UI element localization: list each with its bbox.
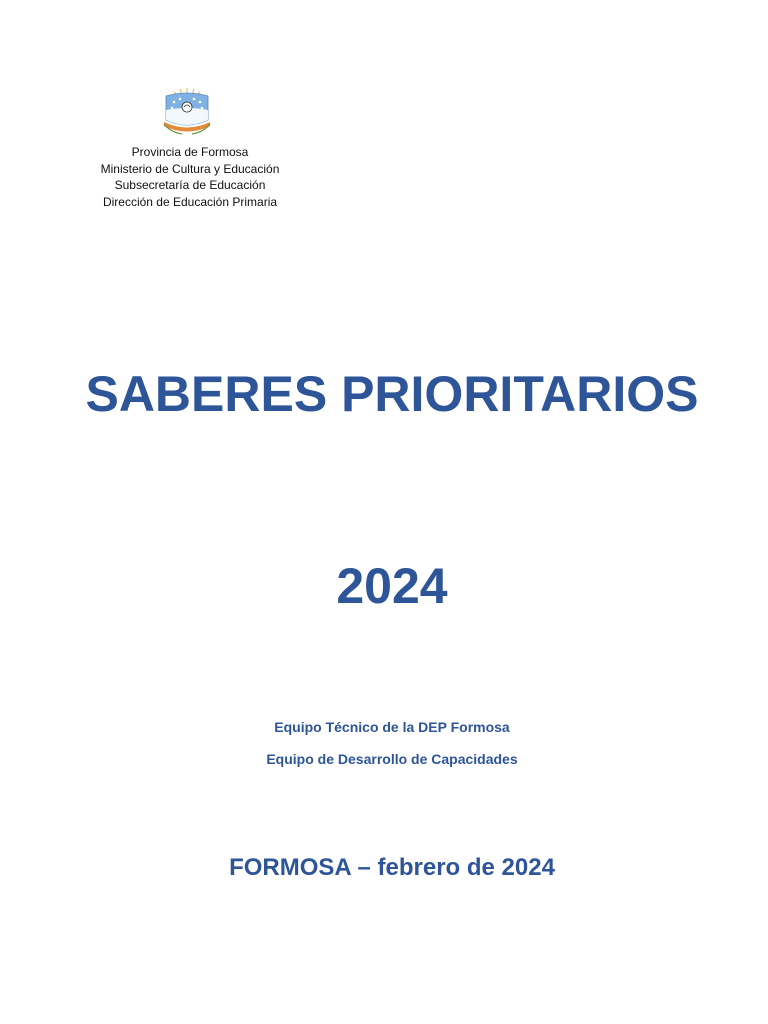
team-credit-capacities: Equipo de Desarrollo de Capacidades (266, 751, 518, 767)
coat-of-arms-icon (158, 86, 216, 138)
institution-block (80, 144, 300, 210)
institution-line-ministry: Ministerio de Cultura y Educación (100, 161, 280, 176)
institution-line-direction: Dirección de Educación Primaria (102, 194, 278, 209)
document-title: SABERES PRIORITARIOS (85, 366, 699, 422)
document-year: 2024 (336, 558, 448, 614)
team-credit-technical: Equipo Técnico de la DEP Formosa (274, 719, 510, 735)
institution-line-province: Provincia de Formosa (131, 145, 249, 159)
institution-line-subsecretary: Subsecretaría de Educación (114, 178, 266, 193)
place-and-date: FORMOSA – febrero de 2024 (229, 854, 555, 881)
